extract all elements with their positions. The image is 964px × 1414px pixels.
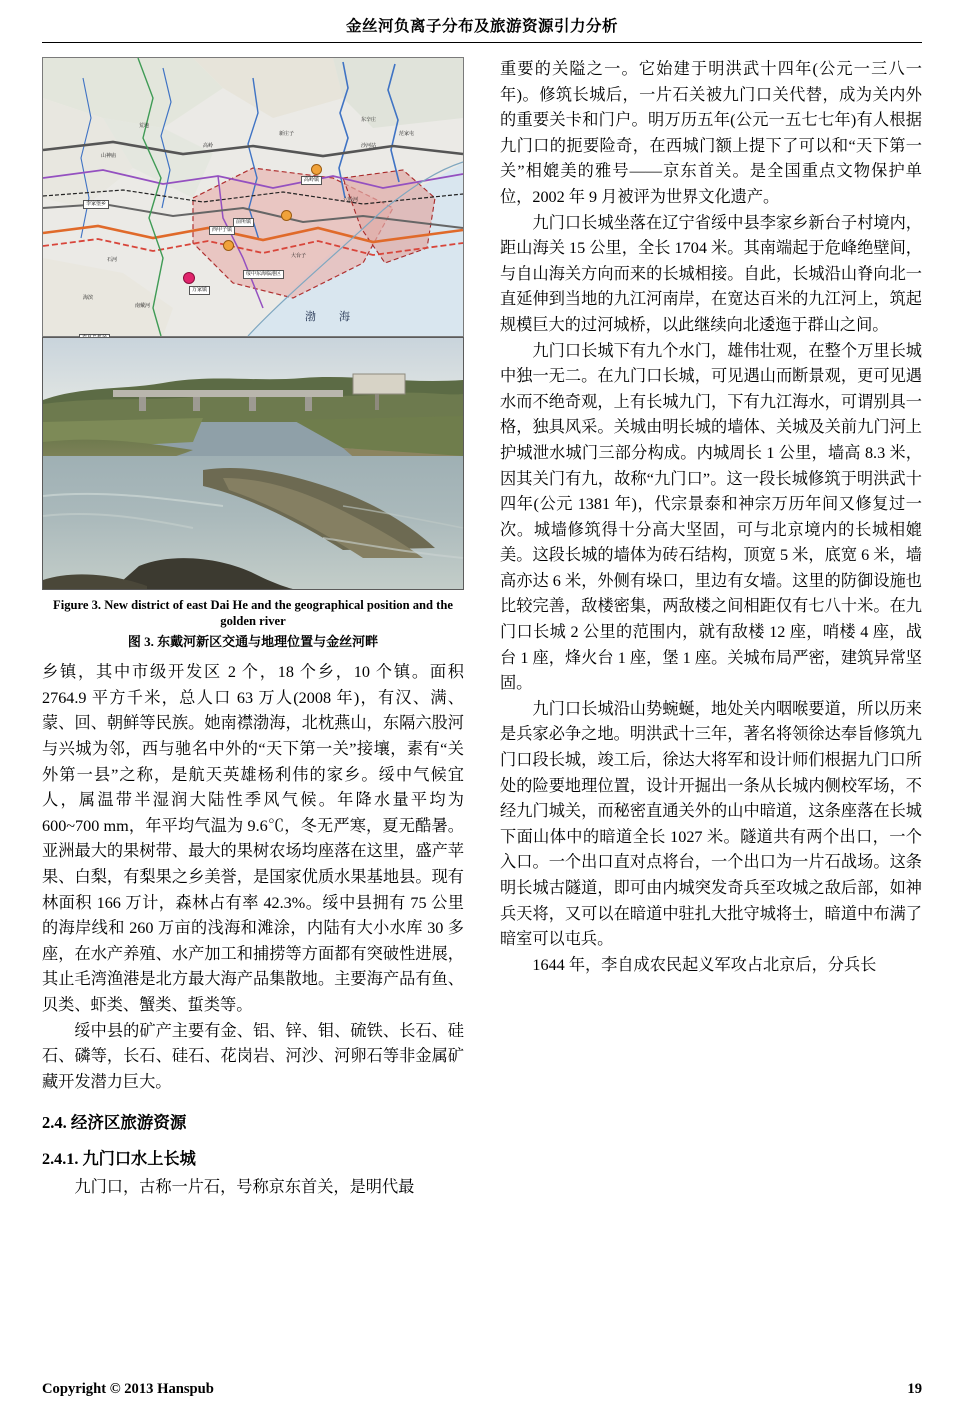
right-paragraph-5: 1644 年，李自成农民起义军攻占北京后，分兵长 (532, 955, 877, 974)
figure-caption-cn: 图 3. 东戴河新区交通与地理位置与金丝河畔 (127, 634, 379, 650)
river-photo (42, 337, 464, 590)
page-footer (42, 1381, 922, 1398)
two-column-body (42, 57, 922, 1325)
map-small-label-0: 东辛庄 (361, 117, 377, 123)
left-paragraph-1: 乡镇，其中市级开发区 2 个，18 个乡，10 个镇。面积 2764.9 平方千米，总人口 63 万人(2008 年)，有汉、满、蒙、回、朝鲜等民族。她南襟渤海，北枕燕山，东隔六股河与兴城为邻，西与驰名中外的“天下第一关”接壤，素有“关外第一县”之称，是航天英雄杨利伟的家乡。绥中气候宜人，属温带半湿润大陆性季风气候。年降水量平均为 600~700 mm，年平均气温为 9.6℃，冬无严寒，夏无酷暑。亚洲最大的果树带、最大的果树农场均座落在这里，盛产苹果、白梨，有梨果之乡美誉，是国家优质水果基地县。现有林面积 166 万计，森林占有率 42.3%。绥中县拥有 75 公里的海岸线和 260 万亩的浅海和滩涂，内陆有大小水库 30 多座，在水产养殖、水产加工和捕捞等方面都有突破性进展，其止毛湾渔港是北方最大海产品集散地。主要海产品有鱼、贝类、虾类、蟹类、蜇类等。 (42, 663, 464, 1014)
map-marker-xijiazi (223, 240, 234, 251)
right-paragraph-4: 九门口长城沿山势蜿蜒，地处关内咽喉要道，所以历来是兵家必争之地。明洪武十三年，著名将领徐达奉旨修筑九门口段长城，竣工后，徐达大将军和设计师们根据九门口所处的险要地理位置，设计开掘出一条从长城内侧校军场，不经九门城关，而秘密直通关外的山中暗道，这条座落在长城下面山体中的暗道全长 1027 米。隧道共有两个出口，一个入口。一个出口直对点将台，一个出口为一片石战场。这条明长城古隧道，即可由内城突发奇兵至攻城之敌后部，如神兵天将，又可以在暗道中驻扎大批守城将士，暗道中布满了暗室可以屯兵。 (500, 699, 922, 949)
figure-3 (42, 57, 464, 650)
right-paragraph-2: 九门口长城坐落在辽宁省绥中县李家乡新台子村境内，距山海关 15 公里，全长 1704 米。其南端起于危峰绝壁间，与自山海关方向而来的长城相接。自此，长城沿山脊向北一直延伸到当地的九江河南岸，在宽达百米的九江河上，筑起规模巨大的过河城桥，以此继续向北逶迤于群山之间。 (500, 213, 922, 334)
map-label-wanjia-town: 万家镇 (189, 286, 210, 295)
map-small-label-7: 六股河 (343, 197, 359, 203)
section-heading-2-4: 2.4. 经济区旅游资源 (42, 1113, 187, 1133)
map-label-suizhong-port-zone: 绥中东海临港区 (243, 270, 284, 279)
right-column (500, 57, 922, 1325)
map-small-label-3: 新庄子 (279, 131, 295, 137)
map-marker-wanjia (183, 272, 195, 284)
page-number: 19 (907, 1381, 922, 1397)
map-label-qiansuo-town: 前所镇 (233, 218, 254, 227)
map-label-gaoling-town: 高岭镇 (301, 176, 322, 185)
map-marker-gaoling (311, 164, 322, 175)
map-label-lijiabao-township: 李家堡乡 (83, 200, 109, 209)
left-paragraph-2: 绥中县的矿产主要有金、铝、锌、钼、硫铁、长石、硅石、磷等，长石、硅石、花岗岩、河沙、河卵石等非金属矿藏开发潜力巨大。 (42, 1021, 464, 1091)
running-header: 金丝河负离子分布及旅游资源引力分析 (345, 18, 618, 35)
map-sea-label: 渤 海 (305, 311, 356, 323)
map-small-label-11: 南戴河 (135, 303, 151, 309)
map-label-xijiazi-town: 西甲子镇 (209, 226, 235, 235)
map-image (42, 57, 464, 337)
subsection-heading-2-4-1: 2.4.1. 九门口水上长城 (42, 1150, 196, 1169)
left-column (42, 57, 464, 1325)
map-small-label-6: 山神庙 (101, 153, 117, 159)
map-small-label-9: 石河 (107, 257, 118, 263)
map-small-label-1: 范家屯 (399, 131, 415, 137)
left-paragraph-3: 九门口，古称一片石，号称京东首关，是明代最 (74, 1178, 415, 1197)
map-small-label-2: 沙河站 (361, 143, 377, 149)
map-small-label-4: 高岭 (203, 143, 214, 149)
map-small-label-8: 大台子 (291, 253, 307, 259)
right-paragraph-1: 重要的关隘之一。它始建于明洪武十四年(公元一三八一年)。修筑长城后，一片石关被九门口关代替，成为关内外的重要关卡和门户。明万历五年(公元一五七七年)有人根据九门口的扼要险奇，在西城门额上提下了可以和“天下第一关”相媲美的雅号——京东首关。是全国重点文物保护单位，2002 年 9 月被评为世界文化遗产。 (500, 60, 922, 206)
map-artwork (43, 58, 463, 336)
river-photo-artwork (43, 338, 463, 589)
header-rule (42, 42, 922, 43)
copyright-notice: Copyright © 2013 Hanspub (42, 1381, 214, 1397)
map-small-label-5: 荒地 (139, 123, 150, 129)
map-small-label-10: 海滨 (83, 295, 94, 301)
right-paragraph-3: 九门口长城下有九个水门，雄伟壮观，在整个万里长城中独一无二。在九门口长城，可见遇山而断景观，更可见遇水而不绝奇观，上有长城九门，下有九江海水，可谓别具一格，独具风采。关城由明长城的墙体、关城及关前九门河上护城泄水城门三部分构成。内城周长 1 公里，墙高 8.3 米，因其关门有九，故称“九门口”。这一段长城修筑于明洪武十四年(公元 1381 年)，代宗景泰和神宗万历年间又修复过一次。城墙修筑得十分高大坚固，可与北京境内的长城相媲美。这段长城的墙体为砖石结构，顶宽 5 米，底宽 6 米，墙高亦达 6 米，外侧有垛口，里边有女墙。这里的防御设施也比较完善，敌楼密集，两敌楼之间相距仅有七八十米。在九门口长城 2 公里的范围内，就有敌楼 12 座，哨楼 4 座，战台 1 座，烽火台 1 座，堡 1 座。关城布局严密，建筑异常坚固。 (500, 341, 922, 693)
figure-caption-en: Figure 3. New district of east Dai He and the geographical position and the golden river (53, 598, 453, 629)
map-marker-qiansuo (281, 210, 292, 221)
